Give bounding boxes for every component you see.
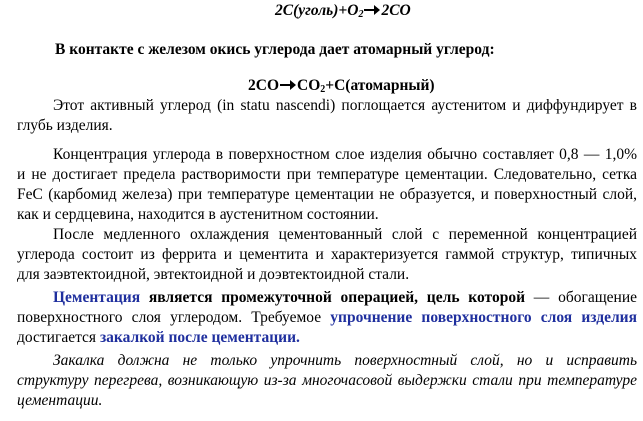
term-cementation: Цементация bbox=[53, 289, 141, 306]
paragraph-3-line-1: После медленного охлаждения цементованный слой с переменной концентрацией bbox=[53, 226, 637, 243]
paragraph-2-line-4: как и сердцевина, находится в аустенитном состоянии. bbox=[17, 206, 379, 223]
arrow-right-icon bbox=[363, 4, 381, 16]
paragraph-3-line-3: для заэвтектоидной, эвтектоидной и доэвтектоидной стали. bbox=[17, 266, 410, 283]
paragraph-2-line-2: и не достигает предела растворимости при температуре цементации. Следовательно, сетка bbox=[17, 166, 637, 183]
paragraph-2-line-1: Концентрация углерода в поверхностном слое изделия обычно составляет 0,8 — 1,0% bbox=[53, 146, 637, 163]
term-surface-hardening: упрочнение поверхностного слоя изделия bbox=[330, 309, 637, 326]
paragraph-5-line-3: цементации. bbox=[17, 392, 103, 409]
paragraph-1-line-1: Этот активный углерод (in statu nascendi) поглощается аустенитом и диффундирует в bbox=[53, 97, 637, 114]
equation-coal-oxidation: $2C(уголь)+O_2$ 2CO bbox=[275, 2, 411, 20]
paragraph-5-line-2: структуру перегрева, возникающую из-за многочасовой выдержки стали при температуре bbox=[17, 372, 637, 389]
paragraph-5-line-1: Закалка должна не только упрочнить поверхностный слой, но и исправить bbox=[53, 352, 637, 369]
paragraph-4-line-3: достигается закалкой после цементации. bbox=[17, 329, 300, 346]
paragraph-2-line-3: FeC (карбомид железа) при температуре цементации не образуется, и поверхностный слой, bbox=[17, 186, 637, 203]
paragraph-1-line-2: глубь изделия. bbox=[17, 117, 113, 134]
paragraph-4-line-1: Цементация является промежуточной операцией, цель которой — обогащение bbox=[53, 289, 637, 306]
equation-atomic-carbon: 2CO $CO_2+C(атомарный)$ bbox=[248, 77, 435, 95]
arrow-right-icon bbox=[279, 79, 297, 91]
intro-heading: В контакте с железом окись углерода дает атомарный углерод: bbox=[55, 41, 495, 58]
paragraph-4-line-2: поверхностного слоя углеродом. Требуемое упрочнение поверхностного слоя изделия bbox=[17, 309, 637, 326]
term-quenching: закалкой после цементации. bbox=[99, 329, 300, 346]
paragraph-3-line-2: углерода состоит из феррита и цементита и характеризуется гаммой структур, типичных bbox=[17, 246, 637, 263]
